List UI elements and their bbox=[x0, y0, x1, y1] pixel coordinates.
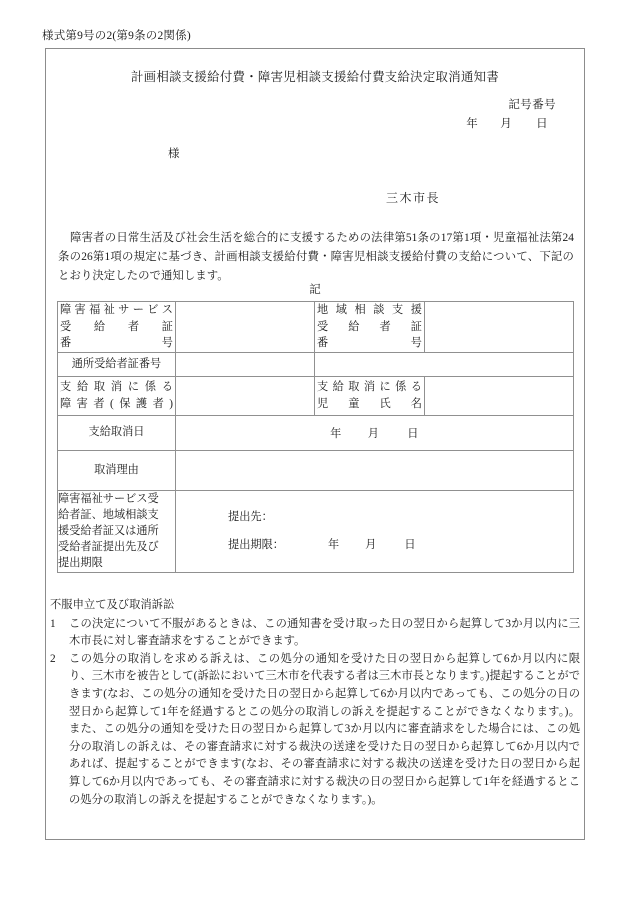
label-line-1: 支給取消に係る bbox=[317, 381, 422, 393]
document-frame bbox=[45, 48, 585, 840]
appeal-item-1 bbox=[50, 616, 580, 651]
label-line-1: 障害福祉サービス受 bbox=[58, 493, 159, 505]
table-row-cancel-reason bbox=[58, 450, 574, 490]
label-line-2: 受給者証 bbox=[60, 320, 173, 333]
label-certificate-submission bbox=[58, 490, 176, 572]
deadline-label: 提出期限： bbox=[228, 539, 284, 551]
submission-block bbox=[176, 494, 573, 568]
field-submission-details[interactable] bbox=[176, 490, 574, 572]
field-daycare-cert-number[interactable] bbox=[176, 352, 315, 376]
ki-mark: 記 bbox=[309, 284, 321, 296]
document-body-text: 障害者の日常生活及び社会生活を総合的に支援するための法律第51条の17第1項・児童福祉法第24条の26第1項の規定に基づき、計画相談支援給付費・障害児相談支援給付費の支給について、下記のとおり決定したので通知します。 bbox=[58, 232, 574, 282]
deadline-line bbox=[228, 531, 573, 559]
label-line-1: 障害福祉サービス bbox=[60, 304, 173, 316]
label-line-2: 障害者(保護者) bbox=[60, 397, 173, 410]
issue-date bbox=[466, 115, 548, 131]
form-table bbox=[57, 301, 574, 573]
form-number: 様式第9号の2(第9条の2関係) bbox=[42, 30, 191, 42]
appeal-heading: 不服申立て及び取消訴訟 bbox=[50, 599, 175, 611]
issue-date-day: 日 bbox=[536, 118, 548, 130]
label-daycare-cert-number: 通所受給者証番号 bbox=[58, 352, 176, 376]
deadline-year: 年 bbox=[327, 539, 340, 551]
addressee-honorific: 様 bbox=[168, 148, 180, 160]
field-welfare-service-cert-number[interactable] bbox=[176, 302, 315, 353]
label-cancel-reason: 取消理由 bbox=[58, 450, 176, 490]
label-cancelled-child-name bbox=[315, 376, 425, 415]
deadline-day: 日 bbox=[404, 539, 416, 551]
label-cancel-date: 支給取消日 bbox=[58, 415, 176, 450]
field-cancelled-person-name[interactable] bbox=[176, 376, 315, 415]
field-cancelled-child-name[interactable] bbox=[425, 376, 574, 415]
cancel-date-month: 月 bbox=[367, 427, 380, 440]
appeal-item-2-text: この処分の取消しを求める訴えは、この処分の通知を受けた日の翌日から起算して6か月以内に限り、三木市を被告として(訴訟において三木市を代表する者は三木市長となります。)提起することができます(なお、この処分の通知を受けた日の翌日から起算して6か月以内であっても、この処分の日の翌日から起算して1年を経過するとこの処分の取消しの訴えを提起することができなくなります。)。また、この処分の通知を受けた日の翌日から起算して3か月以内に審査請求をした場合には、この処分の取消しの訴えは、その審査請求に対する裁決の送達を受けた日の翌日から起算して6か月以内であれば、提起することができます(なお、その審査請求に対する裁決の送達を受けた日の翌日から起算して6か月以内であっても、その審査請求に対する裁決の日の翌日から起算して1年を経過するとこの処分の取消しの訴えを提起することができなくなります。)。 bbox=[69, 652, 580, 806]
cancel-date-year: 年 bbox=[330, 427, 342, 440]
label-line-3: 番号 bbox=[317, 337, 422, 349]
label-cancelled-person bbox=[58, 376, 176, 415]
issuer-name: 三木市長 bbox=[386, 191, 441, 205]
label-line-1: 支給取消に係る bbox=[60, 381, 173, 393]
deadline-month: 月 bbox=[365, 539, 377, 551]
label-welfare-service-cert-number bbox=[58, 302, 176, 353]
submit-to-label: 提出先： bbox=[228, 511, 273, 523]
label-line-1: 地域相談支援 bbox=[317, 304, 422, 316]
table-row-cancel-date bbox=[58, 415, 574, 450]
table-row-daycare-cert-number bbox=[58, 352, 574, 376]
issue-date-month: 月 bbox=[500, 118, 513, 130]
field-cancel-reason[interactable] bbox=[176, 450, 574, 490]
label-line-2: 受給者証 bbox=[317, 320, 422, 333]
field-cancel-date[interactable] bbox=[176, 415, 574, 450]
document-title: 計画相談支援給付費・障害児相談支援給付費支給決定取消通知書 bbox=[130, 70, 500, 84]
appeal-item-1-text: この決定について不服があるときは、この通知書を受け取った日の翌日から起算して3か月以内に三木市長に対し審査請求をすることができます。 bbox=[69, 617, 580, 648]
label-regional-consult-cert-number bbox=[315, 302, 425, 353]
field-regional-consult-cert-number[interactable] bbox=[425, 302, 574, 353]
table-row-person-names bbox=[58, 376, 574, 415]
reference-number-label: 記号番号 bbox=[508, 99, 556, 111]
appeal-item-2-number: 2 bbox=[50, 652, 56, 665]
label-line-4: 受給者証提出先及び bbox=[58, 541, 159, 553]
table-row-submission bbox=[58, 490, 574, 572]
label-line-2: 児童氏名 bbox=[317, 397, 422, 410]
appeal-section bbox=[50, 597, 580, 809]
cancel-date-day: 日 bbox=[407, 427, 419, 440]
label-line-3: 援受給者証又は通所 bbox=[58, 525, 159, 537]
label-line-3: 番号 bbox=[60, 337, 173, 349]
document-inner bbox=[46, 49, 584, 839]
appeal-item-1-number: 1 bbox=[50, 617, 56, 630]
table-row-recipient-numbers bbox=[58, 302, 574, 353]
submit-to-line bbox=[228, 503, 573, 531]
issue-date-year: 年 bbox=[466, 118, 479, 130]
field-daycare-blank bbox=[315, 352, 574, 376]
label-line-5: 提出期限 bbox=[58, 557, 103, 569]
label-line-2: 給者証、地域相談支 bbox=[58, 509, 159, 521]
appeal-item-2 bbox=[50, 651, 580, 809]
